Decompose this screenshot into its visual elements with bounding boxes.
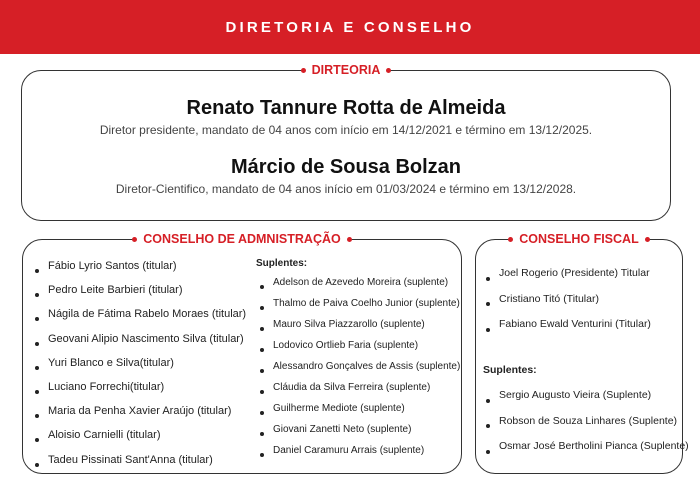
conselho-administracao-title: CONSELHO DE ADMNISTRAÇÃO <box>135 231 348 247</box>
adm-titulares-list <box>35 259 246 477</box>
list-item: Sergio Augusto Vieira (Suplente) <box>486 388 689 414</box>
diretoria-box <box>21 63 671 221</box>
conselho-fiscal-title: CONSELHO FISCAL <box>511 231 646 247</box>
list-item: Nágila de Fátima Rabelo Moraes (titular) <box>35 307 246 331</box>
adm-suplentes-label: Suplentes: <box>256 258 308 269</box>
conselho-administracao-box <box>22 232 462 474</box>
list-item: Fabiano Ewald Venturini (Titular) <box>486 317 651 343</box>
list-item: Robson de Souza Linhares (Suplente) <box>486 414 689 440</box>
list-item: Cristiano Titó (Titular) <box>486 292 651 318</box>
list-item: Luciano Forrechi(titular) <box>35 380 246 404</box>
list-item: Lodovico Ortlieb Faria (suplente) <box>260 339 460 360</box>
fiscal-suplentes-list <box>486 388 689 465</box>
fiscal-titulares-list <box>486 266 651 343</box>
fiscal-suplentes-label: Suplentes: <box>483 364 537 376</box>
list-item: Osmar José Bertholini Pianca (Suplente) <box>486 439 689 465</box>
conselho-fiscal-box <box>475 232 689 474</box>
list-item: Cláudia da Silva Ferreira (suplente) <box>260 381 460 402</box>
list-item: Mauro Silva Piazzarollo (suplente) <box>260 318 460 339</box>
page-header <box>0 0 700 54</box>
list-item: Tadeu Pissinati Sant'Anna (titular) <box>35 453 246 477</box>
director-president <box>22 97 670 137</box>
list-item: Maria da Penha Xavier Araújo (titular) <box>35 404 246 428</box>
list-item: Geovani Alipio Nascimento Silva (titular) <box>35 332 246 356</box>
diretoria-title: DIRTEORIA <box>304 62 389 78</box>
list-item: Pedro Leite Barbieri (titular) <box>35 283 246 307</box>
list-item: Alessandro Gonçalves de Assis (suplente) <box>260 360 460 381</box>
list-item: Aloisio Carnielli (titular) <box>35 428 246 452</box>
director-role: Diretor-Cientifico, mandato de 04 anos início em 01/03/2024 e término em 13/12/2028. <box>115 182 577 196</box>
list-item: Thalmo de Paiva Coelho Junior (suplente) <box>260 297 460 318</box>
list-item: Guilherme Mediote (suplente) <box>260 402 460 423</box>
list-item: Joel Rogerio (Presidente) Titular <box>486 266 651 292</box>
list-item: Yuri Blanco e Silva(titular) <box>35 356 246 380</box>
list-item: Daniel Caramuru Arrais (suplente) <box>260 444 460 465</box>
director-role: Diretor presidente, mandato de 04 anos com início em 14/12/2021 e término em 13/12/2025. <box>99 123 593 137</box>
director-name: Renato Tannure Rotta de Almeida <box>186 97 506 119</box>
list-item: Adelson de Azevedo Moreira (suplente) <box>260 276 460 297</box>
page-title: DIRETORIA E CONSELHO <box>225 18 475 36</box>
director-scientific <box>22 156 670 196</box>
list-item: Fábio Lyrio Santos (titular) <box>35 259 246 283</box>
director-name: Márcio de Sousa Bolzan <box>230 156 462 178</box>
list-item: Giovani Zanetti Neto (suplente) <box>260 423 460 444</box>
adm-suplentes-list <box>260 276 460 465</box>
